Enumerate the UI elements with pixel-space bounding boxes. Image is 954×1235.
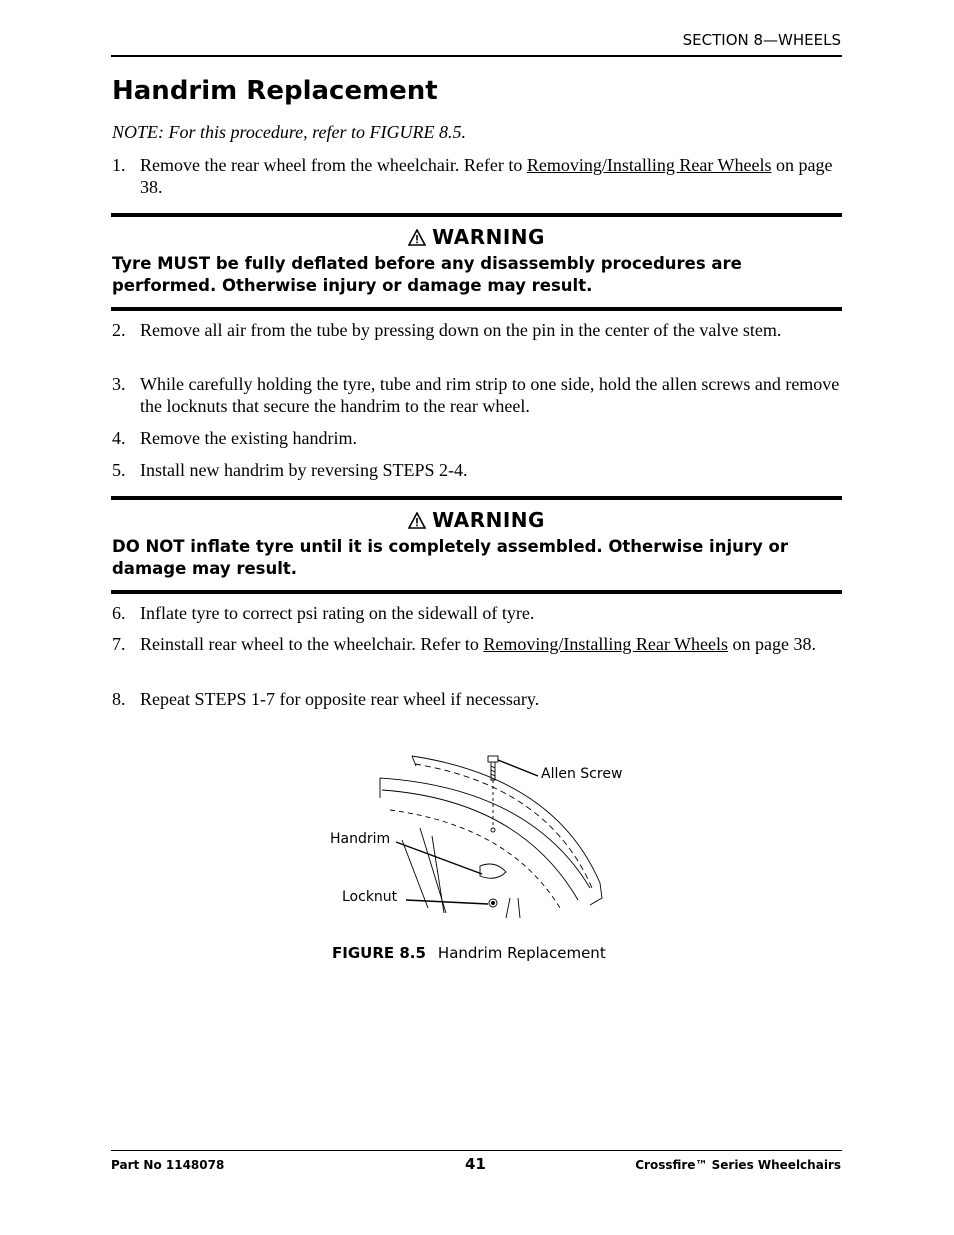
warning-text: Tyre MUST be fully deflated before any disassembly procedures are performed. Otherwise injury or damage may result. xyxy=(112,254,742,295)
footer-rule xyxy=(111,1150,842,1151)
step-5: 5. Install new handrim by reversing STEPS 2-4. xyxy=(112,459,842,481)
warning-box-1 xyxy=(111,213,842,311)
warning-triangle-icon xyxy=(408,510,426,534)
removing-installing-link[interactable]: Removing/Installing Rear Wheels xyxy=(526,155,772,175)
page-title: Handrim Replacement xyxy=(112,76,438,106)
step-text: While carefully holding the tyre, tube and rim strip to one side, hold the allen screws and remove the locknuts that secure the handrim to the rear wheel. xyxy=(140,374,840,416)
step-text: Remove all air from the tube by pressing down on the pin in the center of the valve stem. xyxy=(140,320,782,340)
step-8: 8. Repeat STEPS 1-7 for opposite rear wheel if necessary. xyxy=(112,688,842,710)
locknut-label: Locknut xyxy=(342,889,398,905)
step-text: Repeat STEPS 1-7 for opposite rear wheel if necessary. xyxy=(140,689,540,709)
step-6: 6. Inflate tyre to correct psi rating on the sidewall of tyre. xyxy=(112,602,842,624)
step-text: Install new handrim by reversing STEPS 2-4. xyxy=(140,460,468,480)
warning-text: DO NOT inflate tyre until it is completely assembled. Otherwise injury or damage may result. xyxy=(112,537,788,578)
step-2: 2. Remove all air from the tube by pressing down on the pin in the center of the valve stem. xyxy=(112,319,842,341)
header-rule xyxy=(111,55,842,57)
procedure-note: NOTE: For this procedure, refer to FIGURE 8.5. xyxy=(112,122,466,142)
step-number: 1. xyxy=(112,155,126,175)
warning-title: WARNING xyxy=(111,508,842,534)
step-4: 4. Remove the existing handrim. xyxy=(112,427,842,449)
warning-triangle-icon xyxy=(408,227,426,251)
figure-caption: FIGURE 8.5 Handrim Replacement xyxy=(332,944,606,962)
warning-box-2 xyxy=(111,496,842,594)
step-text: Reinstall rear wheel to the wheelchair. Refer to Removing/Installing Rear Wheels on page 38. xyxy=(140,634,816,654)
warning-title: WARNING xyxy=(111,225,842,251)
step-text: Remove the rear wheel from the wheelchair. Refer to Removing/Installing Rear Wheels on page 38. xyxy=(140,155,833,197)
handrim-label: Handrim xyxy=(330,831,391,847)
allen-screw-label: Allen Screw xyxy=(541,766,623,782)
step-7: 7. Reinstall rear wheel to the wheelchair. Refer to Removing/Installing Rear Wheels on page 38. xyxy=(112,633,842,655)
footer-part-number: Part No 1148078 xyxy=(111,1158,225,1172)
removing-installing-link[interactable]: Removing/Installing Rear Wheels xyxy=(483,634,728,654)
footer-product-name: Crossfire™ Series Wheelchairs xyxy=(635,1158,841,1172)
step-1 xyxy=(112,154,842,198)
footer-page-number: 41 xyxy=(465,1155,486,1173)
section-header: SECTION 8—WHEELS xyxy=(682,31,841,49)
step-text: Remove the existing handrim. xyxy=(140,428,357,448)
step-text: Inflate tyre to correct psi rating on the sidewall of tyre. xyxy=(140,603,535,623)
step-3: 3. While carefully holding the tyre, tube and rim strip to one side, hold the allen screws and remove the locknuts that secure the handrim to the rear wheel. xyxy=(112,373,842,417)
handrim-figure xyxy=(320,748,640,923)
